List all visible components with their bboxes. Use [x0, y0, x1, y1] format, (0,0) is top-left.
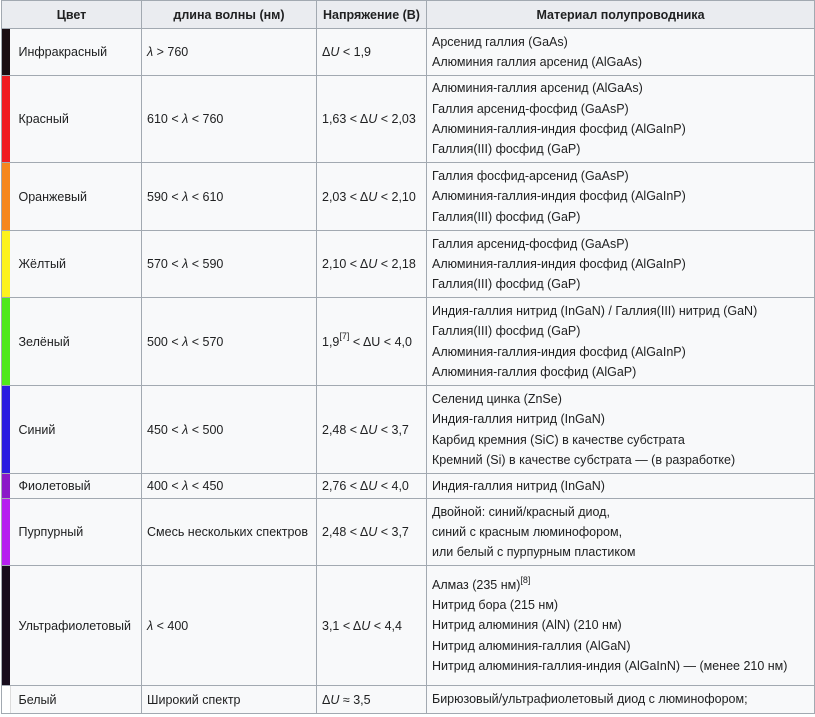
voltage-pre: Δ: [322, 692, 331, 707]
color-swatch: [2, 474, 14, 499]
material-text: синий с красным люминофором,: [432, 524, 623, 539]
voltage-var: U: [330, 692, 340, 707]
wavelength-cell: [142, 686, 317, 714]
material-text: Галлия(III) фосфид (GaP): [432, 277, 581, 292]
material-cell: [427, 298, 815, 386]
wavelength-post: < 760: [188, 112, 224, 126]
voltage-cell: [317, 76, 427, 163]
color-name: Фиолетовый: [14, 474, 142, 499]
voltage-var: U: [368, 189, 378, 204]
voltage-pre: 2,76 < Δ: [322, 479, 369, 493]
led-color-table: [1, 0, 815, 714]
voltage-cell: [317, 474, 427, 499]
wavelength-var: λ: [182, 112, 189, 126]
color-swatch-fill: [2, 163, 10, 230]
material-item: [432, 99, 814, 119]
voltage-post: < 4,4: [370, 618, 402, 633]
voltage-post: < 4,0: [377, 479, 409, 493]
color-swatch: [2, 499, 14, 566]
table-row: [2, 474, 815, 499]
material-text: Селенид цинка (ZnSe): [432, 391, 562, 406]
wavelength-pre: Смесь нескольких спектров: [147, 525, 309, 539]
color-name: Красный: [14, 76, 142, 163]
wavelength-post: < 450: [188, 479, 224, 493]
material-text: Алюминия-галлия арсенид (AlGaAs): [432, 81, 643, 96]
voltage-pre: 2,10 < Δ: [322, 257, 369, 271]
material-text: Галлия арсенид-фосфид (GaAsP): [432, 101, 629, 116]
color-swatch: [2, 76, 14, 163]
wavelength-pre: 610 <: [147, 112, 183, 126]
color-name: Зелёный: [14, 298, 142, 386]
material-text: Нитрид алюминия (AlN) (210 нм): [432, 618, 622, 633]
wavelength-pre: 450 <: [147, 422, 183, 437]
voltage-tail: < ΔU < 4,0: [349, 334, 412, 349]
material-item: [432, 342, 814, 362]
wavelength-cell: [142, 499, 317, 566]
wavelength-var: λ: [182, 257, 189, 271]
reference-link[interactable]: [8]: [520, 574, 531, 585]
wavelength-post: < 610: [188, 189, 224, 204]
wavelength-pre: Широкий спектр: [147, 692, 241, 707]
voltage-post: < 3,7: [377, 422, 409, 437]
voltage-post: ≈ 3,5: [339, 692, 371, 707]
material-text: Кремний (Si) в качестве субстрата — (в разработке): [432, 452, 736, 467]
material-cell: [427, 231, 815, 298]
material-item: [432, 301, 814, 321]
material-item: [432, 166, 814, 186]
voltage-pre: 1,63 < Δ: [322, 112, 369, 126]
color-name: Белый: [14, 686, 142, 714]
wavelength-cell: [142, 29, 317, 76]
material-text: Галлия(III) фосфид (GaP): [432, 142, 581, 157]
color-swatch: [2, 231, 14, 298]
material-text: Нитрид алюминия-галлия-индия (AlGaInN) — (менее 210 нм): [432, 658, 788, 673]
material-item: [432, 575, 814, 595]
color-swatch: [2, 386, 14, 474]
wavelength-post: > 760: [153, 45, 189, 59]
voltage-cell: [317, 29, 427, 76]
voltage-post: < 2,10: [377, 189, 416, 204]
color-swatch: [2, 29, 14, 76]
wavelength-var: λ: [182, 422, 189, 437]
material-cell: [427, 29, 815, 76]
color-name: Пурпурный: [14, 499, 142, 566]
material-item: [432, 274, 814, 294]
wavelength-var: λ: [182, 334, 189, 349]
material-item: [432, 254, 814, 274]
material-item: [432, 32, 814, 52]
color-name: Синий: [14, 386, 142, 474]
header-wavelength: длина волны (нм): [142, 1, 317, 29]
color-swatch: [2, 298, 14, 386]
wavelength-post: < 570: [188, 334, 224, 349]
material-item: [432, 207, 814, 227]
material-item: [432, 615, 814, 635]
voltage-var: U: [330, 45, 340, 59]
color-name: Инфракрасный: [14, 29, 142, 76]
table-row: [2, 231, 815, 298]
color-swatch-fill: [2, 76, 10, 162]
voltage-var: U: [368, 257, 378, 271]
material-text: Алюминия-галлия-индия фосфид (AlGaInP): [432, 122, 686, 136]
table-row: [2, 566, 815, 686]
wavelength-post: < 590: [188, 257, 224, 271]
material-text: Индия-галлия нитрид (InGaN): [432, 478, 605, 493]
wavelength-var: λ: [147, 45, 154, 59]
wavelength-cell: [142, 566, 317, 686]
table-row: [2, 386, 815, 474]
material-item: [432, 636, 814, 656]
voltage-pre: 2,48 < Δ: [322, 525, 369, 539]
wavelength-post: < 400: [153, 618, 189, 633]
voltage-post: < 2,03: [377, 112, 416, 126]
wavelength-cell: [142, 76, 317, 163]
material-item: [432, 595, 814, 615]
wavelength-post: < 500: [188, 422, 224, 437]
material-cell: [427, 474, 815, 499]
voltage-cell: [317, 163, 427, 231]
voltage-cell: [317, 686, 427, 714]
material-item: [432, 186, 814, 206]
voltage-post: < 2,18: [377, 257, 416, 271]
material-text: Алюминия-галлия-индия фосфид (AlGaInP): [432, 189, 686, 204]
wavelength-cell: [142, 474, 317, 499]
material-item: [432, 409, 814, 429]
voltage-cell: [317, 499, 427, 566]
material-item: [432, 119, 814, 139]
color-swatch-fill: [2, 386, 10, 473]
material-item: [432, 234, 814, 254]
header-material: Материал полупроводника: [427, 1, 815, 29]
material-item: [432, 389, 814, 409]
table-row: [2, 298, 815, 386]
material-text: Галлия арсенид-фосфид (GaAsP): [432, 236, 629, 251]
material-item: [432, 139, 814, 159]
material-item: [432, 430, 814, 450]
color-swatch-fill: [2, 499, 10, 565]
material-text: Алюминия-галлия-индия фосфид (AlGaInP): [432, 344, 686, 359]
material-item: [432, 450, 814, 470]
wavelength-pre: 570 <: [147, 257, 183, 271]
material-text: Двойной: синий/красный диод,: [432, 504, 610, 519]
material-text: Галлия(III) фосфид (GaP): [432, 324, 581, 339]
voltage-var: U: [361, 618, 371, 633]
material-item: [432, 542, 814, 562]
material-cell: [427, 499, 815, 566]
color-name: Оранжевый: [14, 163, 142, 231]
material-cell: [427, 163, 815, 231]
header-voltage: Напряжение (В): [317, 1, 427, 29]
material-cell: [427, 686, 815, 714]
table-row: [2, 499, 815, 566]
material-text: Галлия(III) фосфид (GaP): [432, 209, 581, 224]
wavelength-cell: [142, 386, 317, 474]
voltage-post: < 3,7: [377, 525, 409, 539]
voltage-pre: Δ: [322, 45, 331, 59]
material-item: [432, 78, 814, 98]
color-swatch-fill: [2, 566, 10, 685]
material-text: Нитрид бора (215 нм): [432, 598, 559, 613]
material-text: Карбид кремния (SiC) в качестве субстрата: [432, 432, 685, 447]
wavelength-cell: [142, 298, 317, 386]
table-row: [2, 163, 815, 231]
material-item: [432, 522, 814, 542]
material-text: Арсенид галлия (GaAs): [432, 34, 568, 49]
material-item: [432, 476, 814, 496]
material-text: Алюминия-галлия фосфид (AlGaP): [432, 364, 637, 379]
wavelength-var: λ: [182, 189, 189, 204]
color-swatch-fill: [2, 29, 10, 75]
wavelength-var: λ: [182, 479, 189, 493]
material-text: Алюминия галлия арсенид (AlGaAs): [432, 55, 643, 69]
wavelength-cell: [142, 231, 317, 298]
material-text: Алюминия-галлия-индия фосфид (AlGaInP): [432, 256, 686, 271]
color-swatch-fill: [2, 474, 10, 498]
color-swatch: [2, 686, 14, 714]
material-text: Индия-галлия нитрид (InGaN): [432, 412, 605, 427]
color-name: Жёлтый: [14, 231, 142, 298]
material-cell: [427, 76, 815, 163]
material-text: Алмаз (235 нм): [432, 577, 521, 592]
table-row: [2, 29, 815, 76]
voltage-sup[interactable]: [7]: [339, 331, 350, 342]
material-text: Нитрид алюминия-галлия (AlGaN): [432, 638, 631, 653]
material-text: Бирюзовый/ультрафиолетовый диод с люминофором;: [432, 692, 748, 707]
material-text: Индия-галлия нитрид (InGaN) / Галлия(III) нитрид (GaN): [432, 303, 758, 318]
voltage-pre: 1,9: [322, 334, 340, 349]
wavelength-pre: 500 <: [147, 334, 183, 349]
table-row: [2, 686, 815, 714]
material-item: [432, 362, 814, 382]
material-item: [432, 656, 814, 676]
voltage-pre: 2,48 < Δ: [322, 422, 369, 437]
table-row: [2, 76, 815, 163]
voltage-var: U: [368, 479, 378, 493]
material-item: [432, 502, 814, 522]
color-swatch: [2, 163, 14, 231]
voltage-cell: [317, 298, 427, 386]
material-cell: [427, 566, 815, 686]
wavelength-pre: 400 <: [147, 479, 183, 493]
header-row: [2, 1, 815, 29]
color-swatch-fill: [2, 231, 10, 297]
voltage-pre: 3,1 < Δ: [322, 618, 362, 633]
voltage-var: U: [368, 525, 378, 539]
material-item: [432, 52, 814, 72]
voltage-pre: 2,03 < Δ: [322, 189, 369, 204]
voltage-var: U: [368, 112, 378, 126]
material-item: [432, 321, 814, 341]
voltage-cell: [317, 566, 427, 686]
color-swatch-fill: [2, 298, 10, 385]
color-swatch-fill: [2, 686, 11, 713]
wavelength-var: λ: [147, 618, 154, 633]
material-text: Галлия фосфид-арсенид (GaAsP): [432, 169, 629, 184]
color-name: Ультрафиолетовый: [14, 566, 142, 686]
voltage-var: U: [368, 422, 378, 437]
color-swatch: [2, 566, 14, 686]
material-text: или белый с пурпурным пластиком: [432, 545, 636, 560]
voltage-cell: [317, 231, 427, 298]
voltage-cell: [317, 386, 427, 474]
voltage-post: < 1,9: [339, 45, 372, 59]
material-cell: [427, 386, 815, 474]
wavelength-pre: 590 <: [147, 189, 183, 204]
wavelength-cell: [142, 163, 317, 231]
header-color: Цвет: [2, 1, 142, 29]
material-item: [432, 689, 814, 709]
